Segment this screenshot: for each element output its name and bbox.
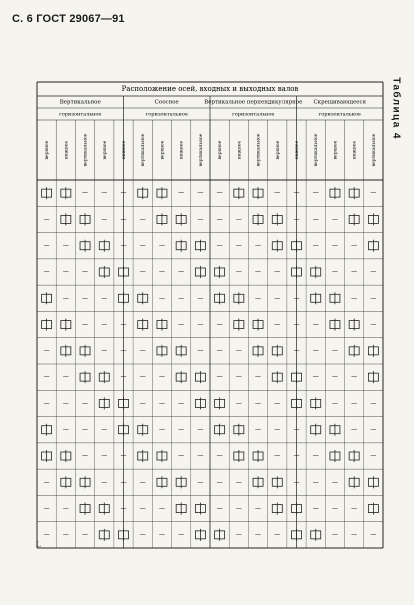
cell-dash: — [178, 452, 185, 460]
cell-dash: — [43, 215, 50, 223]
leaf-header: нижнее [352, 140, 358, 160]
cell-dash: — [255, 505, 262, 513]
cell-dash: — [197, 478, 204, 486]
group-header: Соосное [154, 99, 179, 106]
cell-dash: — [62, 373, 69, 381]
cell-dash: — [62, 505, 69, 513]
cell-dash: — [274, 294, 281, 302]
cell-dash: — [312, 347, 319, 355]
cell-dash: — [274, 399, 281, 407]
cell-dash: — [235, 505, 242, 513]
footer-mark: L [36, 541, 41, 549]
cell-dash: — [82, 189, 89, 197]
cell-dash: — [370, 321, 377, 329]
cell-dash: — [43, 268, 50, 276]
cell-dash: — [351, 294, 358, 302]
cell-dash: — [101, 452, 108, 460]
cell-dash: — [139, 268, 146, 276]
leaf-header: верхнее [275, 140, 281, 160]
leaf-header: нижнее [295, 140, 300, 160]
cell-dash: — [62, 268, 69, 276]
cell-dash: — [331, 505, 338, 513]
cell-dash: — [178, 399, 185, 407]
leaf-header: вертикальное [371, 133, 377, 167]
cell-dash: — [293, 215, 300, 223]
cell-dash: — [178, 189, 185, 197]
cell-dash: — [178, 294, 185, 302]
cell-dash: — [82, 294, 89, 302]
cell-dash: — [82, 399, 89, 407]
cell-dash: — [139, 531, 146, 539]
cell-dash: — [255, 294, 262, 302]
table-label-text: Таблица 4 [390, 77, 402, 140]
cell-dash: — [197, 189, 204, 197]
cell-dash: — [43, 242, 50, 250]
cell-dash: — [101, 426, 108, 434]
cell-dash: — [139, 478, 146, 486]
cell-dash: — [82, 452, 89, 460]
cell-dash: — [312, 215, 319, 223]
cell-dash: — [293, 294, 300, 302]
cell-dash: — [158, 294, 165, 302]
cell-dash: — [235, 373, 242, 381]
page-header: С. 6 ГОСТ 29067—91 [12, 13, 125, 25]
leaf-header: верхнее [45, 140, 51, 160]
cell-dash: — [255, 268, 262, 276]
cell-dash: — [101, 321, 108, 329]
cell-dash: — [216, 373, 223, 381]
cell-dash: — [43, 373, 50, 381]
cell-dash: — [235, 399, 242, 407]
cell-dash: — [351, 373, 358, 381]
cell-dash: — [43, 478, 50, 486]
cell-dash: — [370, 531, 377, 539]
cell-dash: — [43, 347, 50, 355]
cell-dash: — [293, 321, 300, 329]
cell-dash: — [255, 399, 262, 407]
leaf-header: нижнее [64, 140, 70, 160]
cell-dash: — [312, 452, 319, 460]
cell-dash: — [139, 505, 146, 513]
cell-dash: — [158, 373, 165, 381]
leaf-header: верхнее [160, 140, 166, 160]
cell-dash: — [101, 294, 108, 302]
cell-dash: — [331, 268, 338, 276]
cell-dash: — [82, 268, 89, 276]
sub-header: горизонтальное [318, 111, 361, 118]
cell-dash: — [62, 531, 69, 539]
cell-dash: — [370, 189, 377, 197]
leaf-header: вертикальное [83, 133, 89, 167]
leaf-header: вертикальное [198, 133, 204, 167]
leaf-header: вертикальное [141, 133, 147, 167]
cell-dash: — [197, 215, 204, 223]
cell-dash: — [351, 505, 358, 513]
cell-dash: — [120, 452, 127, 460]
cell-dash: — [274, 426, 281, 434]
cell-dash: — [216, 505, 223, 513]
cell-dash: — [62, 242, 69, 250]
cell-dash: — [293, 347, 300, 355]
cell-dash: — [120, 189, 127, 197]
cell-dash: — [120, 478, 127, 486]
cell-dash: — [43, 531, 50, 539]
cell-dash: — [216, 189, 223, 197]
cell-dash: — [62, 294, 69, 302]
cell-dash: — [370, 452, 377, 460]
group-header: Скрещивающееся [313, 99, 367, 106]
cell-dash: — [197, 321, 204, 329]
cell-dash: — [293, 452, 300, 460]
cell-dash: — [274, 531, 281, 539]
cell-dash: — [255, 426, 262, 434]
cell-dash: — [197, 294, 204, 302]
cell-dash: — [101, 478, 108, 486]
cell-dash: — [312, 373, 319, 381]
cell-dash: — [82, 321, 89, 329]
cell-dash: — [331, 215, 338, 223]
cell-dash: — [370, 268, 377, 276]
cell-dash: — [312, 242, 319, 250]
cell-dash: — [120, 321, 127, 329]
cell-dash: — [139, 399, 146, 407]
cell-dash: — [331, 478, 338, 486]
cell-dash: — [370, 426, 377, 434]
leaf-header: верхнее [218, 140, 224, 160]
cell-dash: — [274, 268, 281, 276]
cell-dash: — [312, 478, 319, 486]
cell-dash: — [120, 373, 127, 381]
cell-dash: — [178, 426, 185, 434]
cell-dash: — [197, 347, 204, 355]
cell-dash: — [120, 347, 127, 355]
cell-dash: — [331, 242, 338, 250]
cell-dash: — [235, 268, 242, 276]
cell-dash: — [351, 242, 358, 250]
leaf-header: нижнее [122, 140, 127, 160]
cell-dash: — [312, 321, 319, 329]
cell-dash: — [139, 215, 146, 223]
cell-dash: — [139, 373, 146, 381]
cell-dash: — [178, 268, 185, 276]
cell-dash: — [82, 426, 89, 434]
cell-dash: — [158, 268, 165, 276]
cell-dash: — [158, 399, 165, 407]
cell-dash: — [216, 242, 223, 250]
cell-dash: — [43, 399, 50, 407]
cell-dash: — [82, 531, 89, 539]
cell-dash: — [274, 321, 281, 329]
cell-dash: — [197, 426, 204, 434]
leaf-header: нижнее [237, 140, 243, 160]
sub-header: горизонтальное [59, 111, 102, 118]
cell-dash: — [158, 426, 165, 434]
cell-dash: — [255, 242, 262, 250]
cell-dash: — [158, 531, 165, 539]
cell-dash: — [178, 321, 185, 329]
cell-dash: — [101, 215, 108, 223]
cell-dash: — [120, 505, 127, 513]
cell-dash: — [370, 399, 377, 407]
cell-dash: — [370, 294, 377, 302]
cell-dash: — [235, 478, 242, 486]
leaf-header: верхнее [102, 140, 108, 160]
cell-dash: — [351, 426, 358, 434]
leaf-header: верхнее [333, 140, 339, 160]
cell-dash: — [120, 242, 127, 250]
cell-dash: — [101, 189, 108, 197]
cell-dash: — [235, 531, 242, 539]
cell-dash: — [274, 452, 281, 460]
cell-dash: — [216, 215, 223, 223]
cell-dash: — [331, 399, 338, 407]
cell-dash: — [312, 505, 319, 513]
cell-dash: — [178, 531, 185, 539]
main-header: Расположение осей, входных и выходных валов [121, 85, 299, 93]
cell-dash: — [351, 399, 358, 407]
cell-dash: — [312, 189, 319, 197]
cell-dash: — [235, 215, 242, 223]
cell-dash: — [62, 399, 69, 407]
sub-header: горизонтальное [232, 111, 275, 118]
cell-dash: — [120, 215, 127, 223]
cell-dash: — [216, 321, 223, 329]
cell-dash: — [274, 189, 281, 197]
cell-dash: — [139, 242, 146, 250]
cell-dash: — [235, 242, 242, 250]
cell-dash: — [255, 373, 262, 381]
cell-dash: — [293, 426, 300, 434]
leaf-header: нижнее [179, 140, 185, 160]
cell-dash: — [139, 347, 146, 355]
cell-dash: — [197, 452, 204, 460]
cell-dash: — [331, 531, 338, 539]
cell-dash: — [351, 268, 358, 276]
cell-dash: — [216, 347, 223, 355]
group-header: Вертикальное [59, 99, 101, 106]
leaf-header: вертикальное [256, 133, 262, 167]
cell-dash: — [216, 452, 223, 460]
cell-dash: — [216, 478, 223, 486]
leaf-header: вертикальное [314, 133, 320, 167]
cell-dash: — [43, 505, 50, 513]
cell-dash: — [62, 426, 69, 434]
cell-dash: — [158, 242, 165, 250]
cell-dash: — [293, 189, 300, 197]
cell-dash: — [101, 347, 108, 355]
cell-dash: — [331, 347, 338, 355]
cell-dash: — [158, 505, 165, 513]
cell-dash: — [235, 347, 242, 355]
cell-dash: — [255, 531, 262, 539]
cell-dash: — [351, 531, 358, 539]
cell-dash: — [293, 478, 300, 486]
sub-header: горизонтальное [145, 111, 188, 118]
group-header: Вертикальное перпендикулярное [204, 99, 303, 106]
cell-dash: — [331, 373, 338, 381]
